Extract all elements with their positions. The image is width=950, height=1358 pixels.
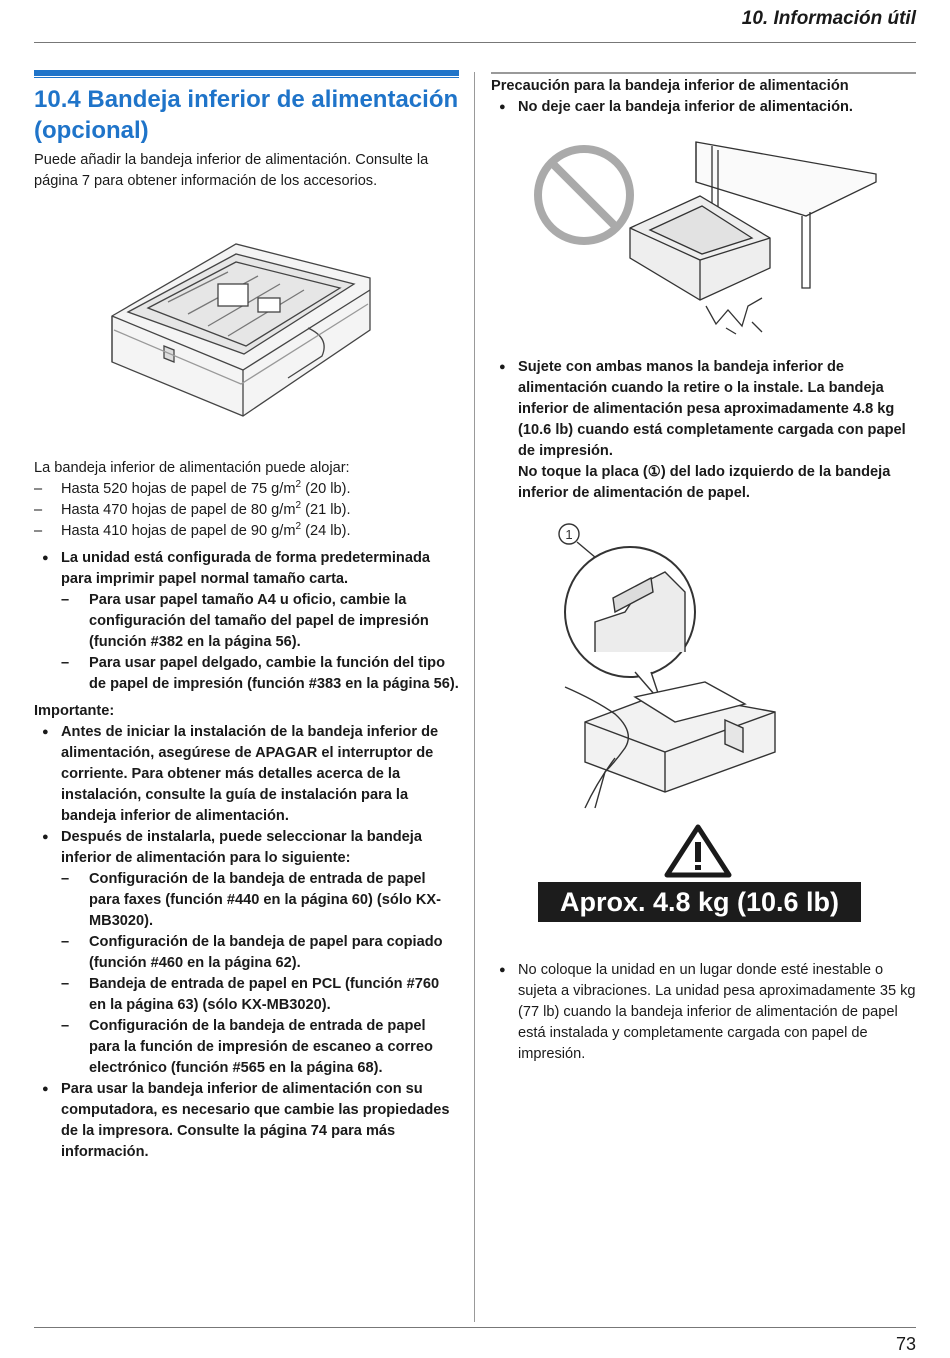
important-label: Importante: <box>34 703 115 719</box>
section-rule <box>34 70 459 76</box>
page-number: 73 <box>895 1334 916 1354</box>
capacity-intro: La bandeja inferior de alimentación puede alojar: <box>34 460 350 476</box>
important-bullet: ● Antes de iniciar la instalación de la bandeja inferior de alimentación, asegúrese de APAGAR el interruptor de corriente. Para obtener más detalles acerca de la instalación, consulte la guía de instalación para la bandeja inferior de alimentación. <box>34 722 459 827</box>
capacity-item: – Hasta 410 hojas de papel de 90 $g/m^2$ (24 lb). <box>34 521 459 542</box>
section-rule-thin <box>34 77 459 78</box>
capacity-item: – Hasta 520 hojas de papel de 75 $g/m^2$ (20 lb). <box>34 479 459 500</box>
caution-rule <box>491 72 916 74</box>
after-install-sub: – Configuración de la bandeja de entrada de papel para la función de impresión de escaneo a correo electrónico (función #565 en la página 68). <box>34 1016 459 1079</box>
warning-icon <box>664 824 732 878</box>
important-bullet: ● Después de instalarla, puede seleccionar la bandeja inferior de alimentación para lo siguiente: <box>34 827 459 869</box>
section-title: 10.4 Bandeja inferior de alimentación (opcional) <box>34 86 459 144</box>
caution-heading: Precaución para la bandeja inferior de alimentación <box>491 78 849 94</box>
chapter-title: 10. Información útil <box>741 8 916 29</box>
capacity-item: – Hasta 470 hojas de papel de 80 $g/m^2$ (21 lb). <box>34 500 459 521</box>
prohibited-icon <box>538 149 630 241</box>
lower-tray-illustration <box>108 238 373 423</box>
handling-bullet: ● Sujete con ambas manos la bandeja inferior de alimentación cuando la retire o la instale. La bandeja inferior de alimentación pesa aproximadamente 4.8 kg (10.6 lb) cuando está completamente cargada con papel de impresión. <box>491 357 916 462</box>
intro-paragraph: Puede añadir la bandeja inferior de alimentación. Consulte la página 7 para obtener información de los accesorios. <box>34 152 429 189</box>
after-install-sub: – Configuración de la bandeja de papel para copiado (función #460 en la página 62). <box>34 932 459 974</box>
hands-tray-illustration <box>555 522 805 812</box>
default-setting-bullet: ● La unidad está configurada de forma predeterminada para imprimir papel normal tamaño carta. <box>34 548 459 590</box>
header-rule <box>34 42 916 43</box>
default-setting-sub: – Para usar papel tamaño A4 u oficio, cambie la configuración del tamaño del papel de impresión (función #382 en la página 56). <box>34 590 459 653</box>
default-setting-sub: – Para usar papel delgado, cambie la función del tipo de papel de impresión (función #383 en la página 56). <box>34 653 459 695</box>
computer-bullet: ● Para usar la bandeja inferior de alimentación con su computadora, es necesario que cambie las propiedades de la impresora. Consulte la página 74 para más información. <box>34 1079 459 1163</box>
weight-label: Aprox. 4.8 kg (10.6 lb) <box>538 882 861 922</box>
plate-warning: No toque la placa (①) del lado izquierdo de la bandeja inferior de alimentación de papel. <box>518 464 891 501</box>
after-install-sub: – Configuración de la bandeja de entrada de papel para faxes (función #440 en la página 60) (sólo KX-MB3020). <box>34 869 459 932</box>
caution-block <box>491 76 916 118</box>
stability-block <box>491 960 916 1065</box>
caution-bullet: ● No deje caer la bandeja inferior de alimentación. <box>491 97 916 118</box>
column-divider <box>474 72 475 1322</box>
callout-label: 1 <box>565 527 573 542</box>
footer-rule <box>34 1327 916 1328</box>
capacity-block <box>34 458 459 1163</box>
after-install-sub: – Bandeja de entrada de papel en PCL (función #760 en la página 63) (sólo KX-MB3020). <box>34 974 459 1016</box>
do-not-drop-illustration <box>530 138 880 338</box>
handling-block <box>491 357 916 504</box>
stability-bullet: ● No coloque la unidad en un lugar donde esté inestable o sujeta a vibraciones. La unidad pesa aproximadamente 35 kg (77 lb) cuando la bandeja inferior de alimentación de papel está instalada y completamente cargada con papel de impresión. <box>491 960 916 1065</box>
